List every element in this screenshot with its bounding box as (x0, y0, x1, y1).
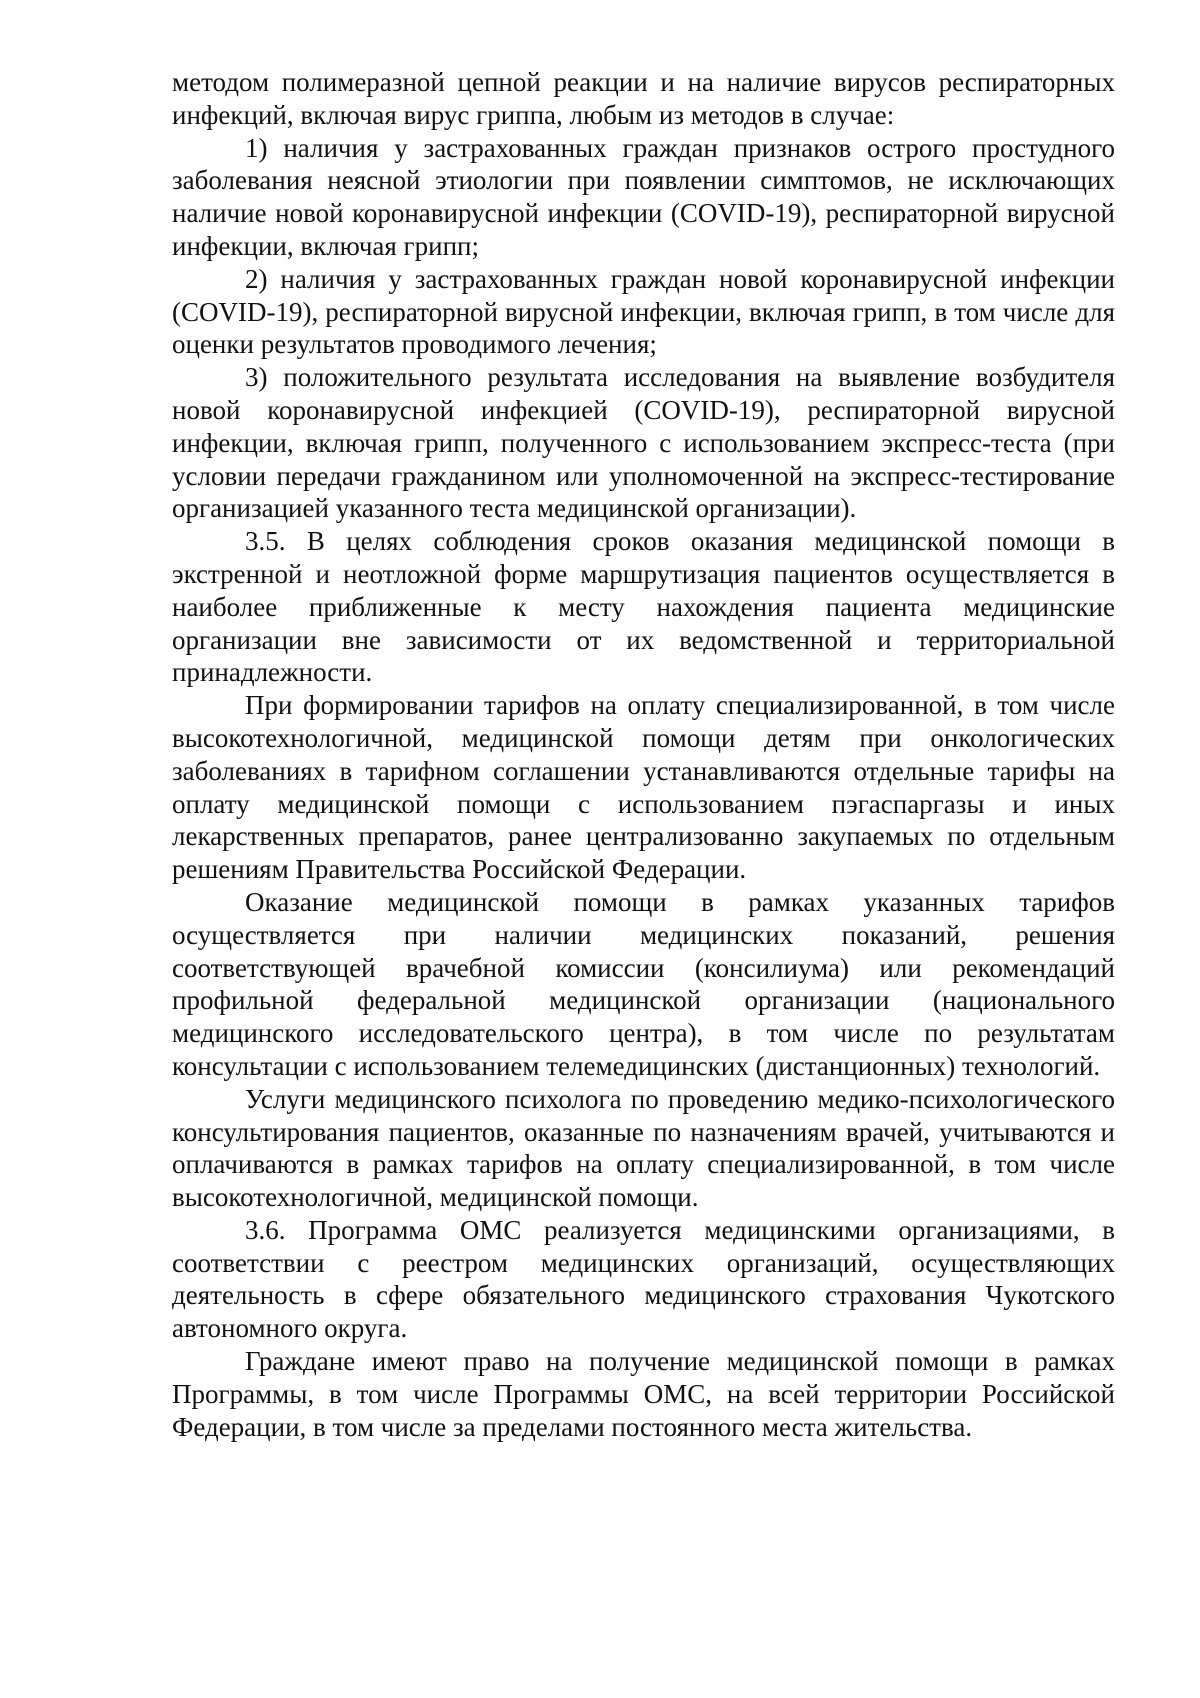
paragraph-continuation: методом полимеразной цепной реакции и на наличие вирусов респираторных инфекций, включая вирус гриппа, любым из методов в случае: (172, 67, 1115, 130)
document-body (172, 66, 1115, 1443)
paragraph-care-provision: Оказание медицинской помощи в рамках указанных тарифов осуществляется при наличии медицинских показаний, решения соответствующей врачебной комиссии (консилиума) или рекомендаций профильной федеральной медицинской организации (национального медицинского исследовательского центра), в том числе по результатам консультации с использованием телемедицинских (дистанционных) технологий. (172, 886, 1115, 1081)
paragraph-item-2: 2) наличия у застрахованных граждан новой коронавирусной инфекции (COVID-19), респираторной вирусной инфекции, включая грипп, в том числе для оценки результатов проводимого лечения; (172, 263, 1115, 360)
paragraph-section-3-5: 3.5. В целях соблюдения сроков оказания медицинской помощи в экстренной и неотложной форме маршрутизация пациентов осуществляется в наиболее приближенные к месту нахождения пациента медицинские организации вне зависимости от их ведомственной и территориальной принадлежности. (172, 526, 1115, 688)
paragraph-psychologist-services: Услуги медицинского психолога по проведению медико-психологического консультирования пациентов, оказанные по назначениям врачей, учитываются и оплачиваются в рамках тарифов на оплату специализированной, в том числе высокотехнологичной, медицинской помощи. (172, 1083, 1115, 1213)
paragraph-citizens-rights: Граждане имеют право на получение медицинской помощи в рамках Программы, в том числе Программы ОМС, на всей территории Российской Федерации, в том числе за пределами постоянного места жительства. (172, 1346, 1115, 1442)
paragraph-item-1: 1) наличия у застрахованных граждан признаков острого простудного заболевания неясной этиологии при появлении симптомов, не исключающих наличие новой коронавирусной инфекции (COVID-19), респираторной вирусной инфекции, включая грипп; (172, 132, 1115, 261)
paragraph-item-3: 3) положительного результата исследования на выявление возбудителя новой коронавирусной инфекцией (COVID-19), респираторной вирусной инфекции, включая грипп, полученного с использованием экспресс-теста (при условии передачи гражданином или уполномоченной на экспресс-тестирование организацией указанного теста медицинской организации). (172, 362, 1115, 524)
paragraph-tariffs: При формировании тарифов на оплату специализированной, в том числе высокотехнологичной, медицинской помощи детям при онкологических заболеваниях в тарифном соглашении устанавливаются отдельные тарифы на оплату медицинской помощи с использованием пэгаспаргазы и иных лекарственных препаратов, ранее централизованно закупаемых по отдельным решениям Правительства Российской Федерации. (172, 690, 1115, 885)
paragraph-section-3-6: 3.6. Программа ОМС реализуется медицинскими организациями, в соответствии с реестром медицинских организаций, осуществляющих деятельность в сфере обязательного медицинского страхования Чукотского автономного округа. (172, 1214, 1115, 1344)
